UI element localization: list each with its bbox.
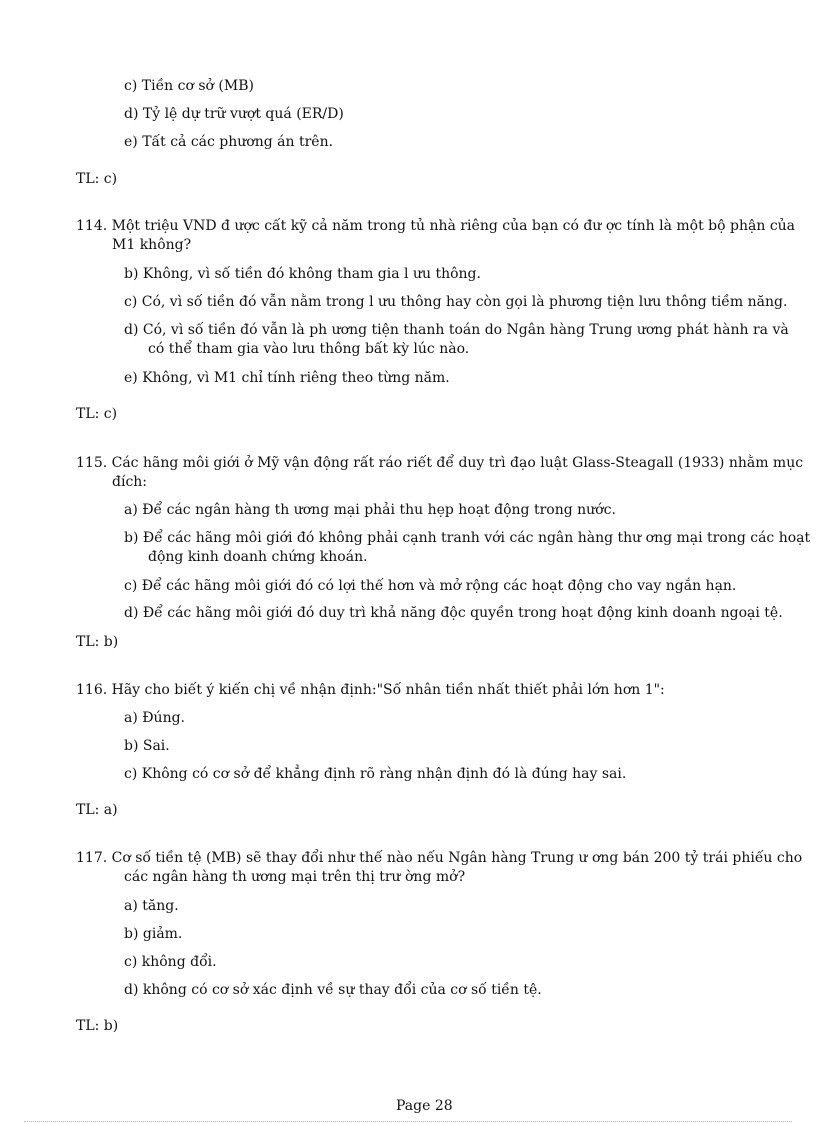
question-117-option-a: a) tăng. [124, 898, 179, 914]
question-116-option-c: c) Không có cơ sở để khẳng định rõ ràng nhận định đó là đúng hay sai. [124, 766, 627, 782]
question-114-stem-cont: M1 không? [112, 237, 192, 253]
question-114-option-d-cont: có thể tham gia vào lưu thông bất kỳ lúc nào. [148, 341, 470, 357]
question-114-option-d: d) Có, vì số tiền đó vẫn là ph ương tiện thanh toán do Ngân hàng Trung ương phát hành ra và [124, 322, 789, 338]
page-number: Page 28 [396, 1098, 453, 1114]
question-114-option-b: b) Không, vì số tiền đó không tham gia l ưu thông. [124, 266, 481, 282]
question-117-option-c: c) không đổi. [124, 954, 217, 970]
question-116-option-a: a) Đúng. [124, 710, 186, 726]
option-e: e) Tất cả các phương án trên. [124, 134, 334, 150]
question-117-option-b: b) giảm. [124, 926, 183, 942]
question-117-stem: 117. Cơ số tiền tệ (MB) sẽ thay đổi như thế nào nếu Ngân hàng Trung ư ơng bán 200 tỷ trái phiếu cho [76, 850, 803, 866]
question-116-stem: 116. Hãy cho biết ý kiến chị về nhận định:"Số nhân tiền nhất thiết phải lớn hơn 1": [76, 682, 665, 698]
answer-line: TL: c) [76, 171, 118, 187]
question-115-option-b: b) Để các hãng môi giới đó không phải cạnh tranh với các ngân hàng thư ơng mại trong các hoạt [124, 530, 811, 546]
answer-line: TL: b) [76, 1018, 119, 1034]
option-c: c) Tiền cơ sở (MB) [124, 78, 254, 94]
question-115-option-a: a) Để các ngân hàng th ương mại phải thu hẹp hoạt động trong nước. [124, 502, 616, 518]
question-115-option-b-cont: động kinh doanh chứng khoán. [148, 549, 368, 565]
question-115-option-c: c) Để các hãng môi giới đó có lợi thế hơn và mở rộng các hoạt động cho vay ngắn hạn. [124, 578, 737, 594]
answer-line: TL: b) [76, 634, 119, 650]
question-114-option-c: c) Có, vì số tiền đó vẫn nằm trong l ưu thông hay còn gọi là phương tiện lưu thông tiềm năng. [124, 294, 788, 310]
question-116-option-b: b) Sai. [124, 738, 170, 754]
question-114-option-e: e) Không, vì M1 chỉ tính riêng theo từng năm. [124, 370, 450, 386]
question-117-option-d: d) không có cơ sở xác định về sự thay đổi của cơ số tiền tệ. [124, 982, 542, 998]
footer-divider [24, 1121, 792, 1122]
question-115-stem: 115. Các hãng môi giới ở Mỹ vận động rất ráo riết để duy trì đạo luật Glass-Steagall (1933) nhằm mục [76, 455, 804, 471]
question-115-stem-cont: đích: [112, 474, 148, 490]
option-d: d) Tỷ lệ dự trữ vượt quá (ER/D) [124, 106, 344, 122]
question-114-stem: 114. Một triệu VND đ ược cất kỹ cả năm trong tủ nhà riêng của bạn có đư ợc tính là một bộ phận của [76, 218, 796, 234]
question-117-stem-cont: các ngân hàng th ương mại trên thị trư ờng mở? [124, 869, 466, 885]
answer-line: TL: c) [76, 406, 118, 422]
question-115-option-d: d) Để các hãng môi giới đó duy trì khả năng độc quyền trong hoạt động kinh doanh ngoại tệ. [124, 605, 783, 621]
answer-line: TL: a) [76, 802, 118, 818]
